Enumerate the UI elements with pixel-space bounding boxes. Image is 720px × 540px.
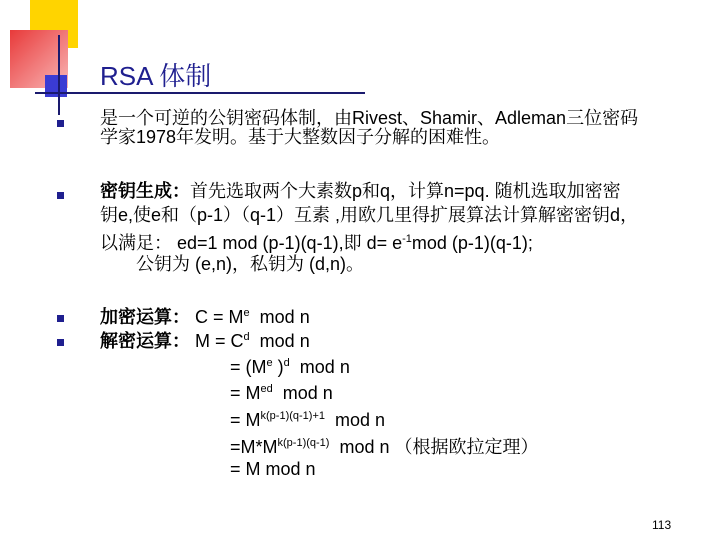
decryption-l4-b: mod n	[335, 410, 386, 430]
paragraph-2-line-2: 钥e,使e和（p-1）（q-1）互素 ,用欧几里得扩展算法计算解密密钥d，	[100, 205, 639, 225]
decryption-l2-c: mod n	[299, 357, 350, 377]
decryption-eq-sup: d	[243, 331, 250, 343]
bullet-square-icon	[57, 315, 64, 322]
keygen-formula-a: 以满足： ed=1 mod (p-1)(q-1),即 d= e	[100, 233, 403, 253]
decryption-l4-a: = M	[230, 410, 261, 430]
keygen-formula-sup: -1	[402, 233, 412, 245]
decryption-line-3	[230, 378, 333, 404]
decryption-eq-a: M = C	[195, 331, 244, 351]
decryption-l4-sup: k(p-1)(q-1)+1	[260, 410, 326, 422]
encryption-heading: 加密运算：	[100, 307, 190, 327]
decryption-l5-a: =M*M	[230, 437, 278, 457]
page-number: 113	[652, 518, 672, 532]
paragraph-2-line-3	[100, 228, 533, 254]
decryption-eq-b: mod n	[259, 331, 310, 351]
keygen-heading: 密钥生成：	[100, 181, 190, 201]
keygen-formula-b: mod (p-1)(q-1);	[411, 233, 533, 253]
decryption-line-5	[230, 432, 539, 458]
slide-title: RSA 体制	[100, 61, 212, 91]
decryption-line-6: = M mod n	[230, 459, 316, 479]
paragraph-1-line-1: 是一个可逆的公钥密码体制，由Rivest、Shamir、Adleman三位密码	[100, 108, 639, 128]
decryption-l2-a: = (M	[230, 357, 267, 377]
encryption-eq-sup: e	[243, 307, 250, 319]
decryption-l5-b: mod n （根据欧拉定理）	[339, 437, 539, 457]
encryption-line	[100, 302, 310, 328]
decryption-l2-sup2: d	[283, 357, 290, 369]
bullet-square-icon	[57, 120, 64, 127]
paragraph-2-line-4: 公钥为 (e,n)，私钥为 (d,n)。	[136, 254, 365, 274]
paragraph-1-line-2: 学家1978年发明。基于大整数因子分解的困难性。	[100, 127, 501, 147]
decryption-l2-b: )	[277, 357, 284, 377]
bullet-square-icon	[57, 192, 64, 199]
decryption-heading: 解密运算：	[100, 331, 190, 351]
decor-vertical-line	[58, 35, 60, 115]
keygen-text: 首先选取两个大素数p和q，计算n=pq. 随机选取加密密	[190, 181, 621, 201]
decryption-line-2	[230, 352, 350, 378]
encryption-eq-a: C = M	[195, 307, 244, 327]
decryption-l3-b: mod n	[282, 383, 333, 403]
decryption-l2-sup1: e	[266, 357, 273, 369]
encryption-eq-b: mod n	[259, 307, 310, 327]
decryption-line-1	[100, 326, 310, 352]
decryption-l3-sup: ed	[260, 383, 273, 395]
paragraph-2-line-1	[100, 180, 621, 202]
decryption-line-4	[230, 405, 385, 431]
decryption-l3-a: = M	[230, 383, 261, 403]
bullet-square-icon	[57, 339, 64, 346]
decryption-l5-sup: k(p-1)(q-1)	[277, 437, 330, 449]
